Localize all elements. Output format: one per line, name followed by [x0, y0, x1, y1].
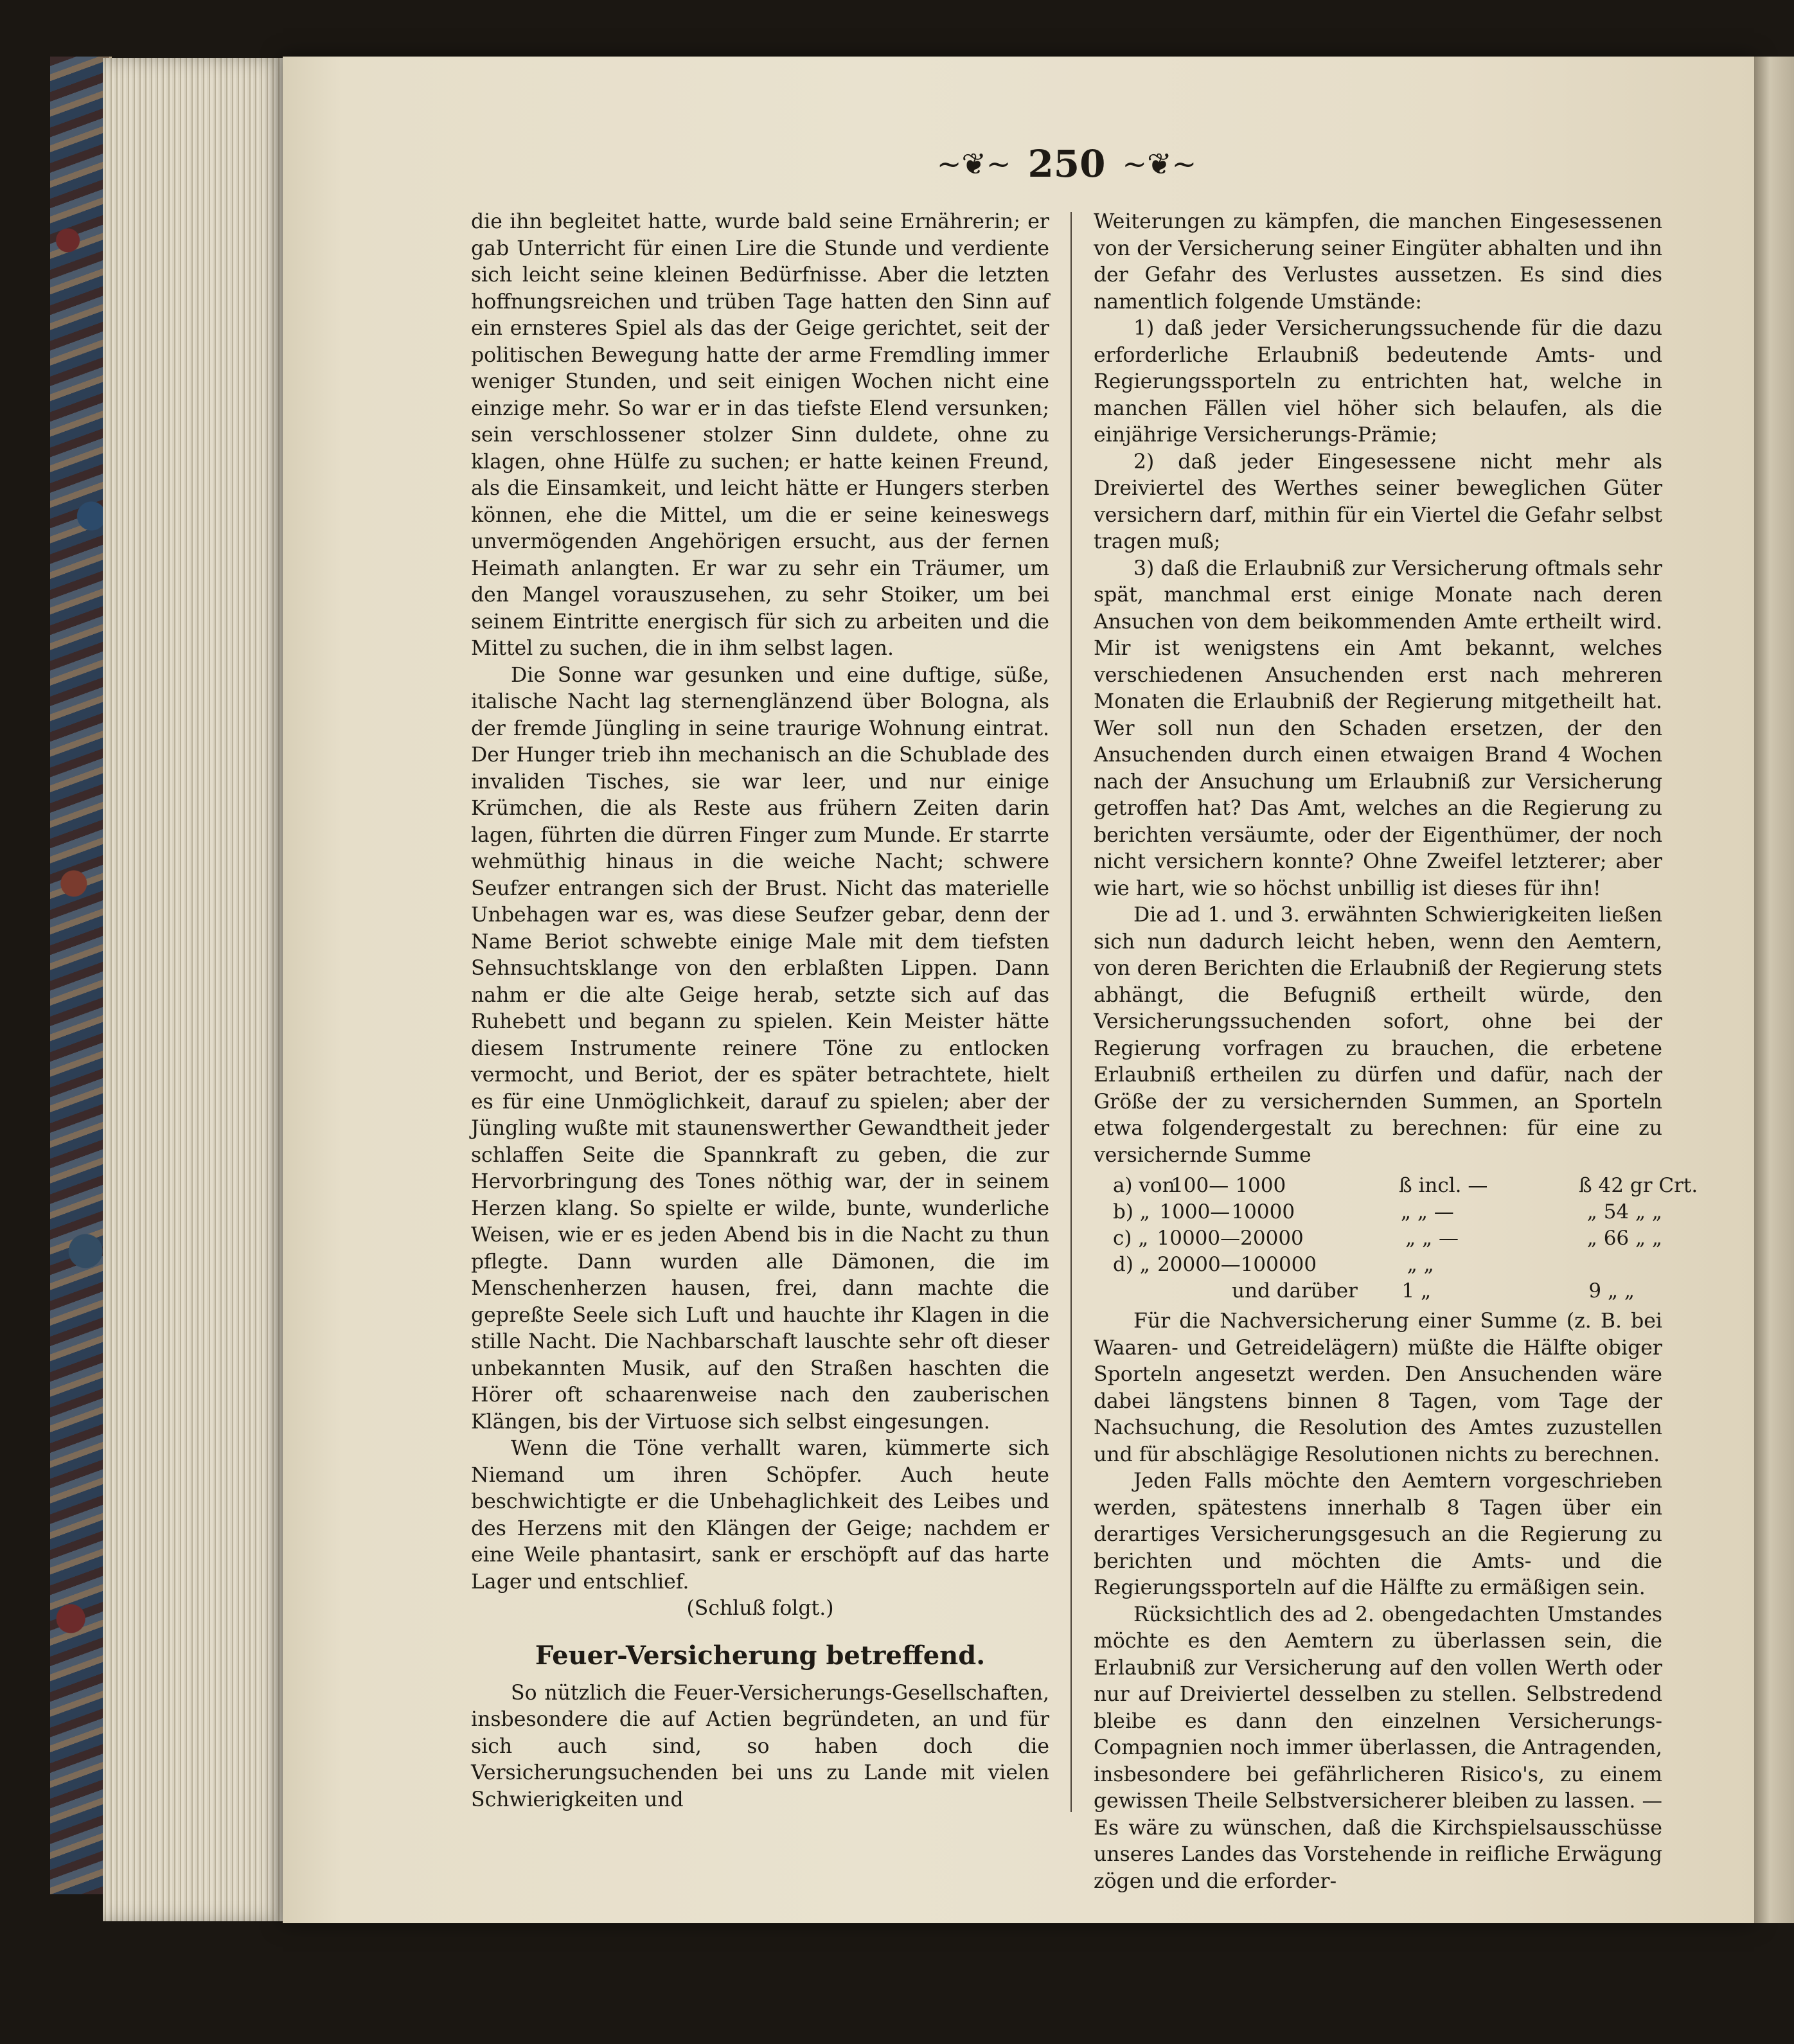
- paragraph: Für die Nachversicherung einer Summe (z. B. bei Waaren- und Getreidelägern) müßte die Hälfte obiger Sporteln angesetzt werden. Den Ansuchenden wäre dabei längstens binnen 8 Tagen, vom Tage der Nachsuchung, die Resolution des Amtes zuzustellen und für abschlägige Resolutionen nichts zu berechnen.: [1094, 1310, 1662, 1466]
- fee-from: 20000—: [1157, 1253, 1241, 1276]
- fee-unit: „ „: [1407, 1253, 1434, 1276]
- ornament-left-icon: ~❦~: [936, 147, 1011, 181]
- list-item: 3) daß die Erlaubniß zur Versicherung oftmals sehr spät, manchmal erst einige Monate nach deren Ansuchen von dem beikommenden Amte ertheilt wird. Mir ist wenigstens ein Amt bekannt, welches verschiedenen Ansuchenden erst nach mehreren Monaten die Erlaubniß der Regierung mitgetheilt hat. Wer soll nun den Schaden ersetzen, der den Ansuchenden durch einen etwaigen Brand 4 Wochen nach der Ansuchung um Erlaubniß zur Versicherung getroffen hat? Das Amt, welches an die Regierung zu berichten versäumte, oder der Eigenthümer, der noch nicht versichern konnte? Ohne Zweifel letzterer; aber wie hart, wie so höchst unbillig ist dieses für ihn!: [1094, 556, 1662, 900]
- column-divider: [1070, 212, 1072, 1812]
- paragraph: Rücksichtlich des ad 2. obengedachten Umstandes möchte es den Aemtern zu überlassen sein, die Erlaubniß zur Versicherung auf den vollen Werth oder nur auf Dreiviertel desselben zu stellen. Selbstredend bleibe es dann den einzelnen Versicherungs-Compagnien noch immer überlassen, die Antragenden, insbesondere bei gefährlicheren Risico's, zu einem gewissen Theile Selbstversicherer bleiben zu lassen. — Es wäre zu wünschen, daß die Kirchspielsausschüsse unseres Landes das Vorstehende in reifliche Erwägung zögen und die erforder-: [1094, 1603, 1662, 1893]
- paragraph: Wenn die Töne verhallt waren, kümmerte sich Niemand um ihren Schöpfer. Auch heute beschwichtigte er die Unbehaglichkeit des Leibes und des Herzens mit den Klängen der Geige; nachdem er eine Weile phantasirt, sank er erschöpft auf das harte Lager und entschlief.: [471, 1437, 1049, 1594]
- fee-label: [1113, 1278, 1159, 1304]
- fee-from: 10000—: [1157, 1227, 1241, 1250]
- fee-amount: ß 42 gr Crt.: [1579, 1174, 1698, 1197]
- page-stack: [103, 58, 296, 1921]
- fee-row: [1113, 1278, 1662, 1304]
- left-column: [471, 209, 1049, 1813]
- continuation-note: (Schluß folgt.): [686, 1597, 834, 1620]
- fee-amount: [1590, 1252, 1662, 1278]
- fee-to: 100000: [1240, 1253, 1317, 1276]
- fee-unit: ß incl. —: [1398, 1174, 1488, 1197]
- paragraph: Jeden Falls möchte den Aemtern vorgeschrieben werden, spätestens innerhalb 8 Tagen über ein derartiges Versicherungsgesuch an die Regierung zu berichten und möchten die Amts- und die Regierungssporteln auf die Hälfte zu ermäßigen sein.: [1094, 1470, 1662, 1599]
- fee-label: a) von: [1113, 1174, 1175, 1197]
- paragraph: die ihn begleitet hatte, wurde bald seine Ernährerin; er gab Unterricht für einen Lire die Stunde und verdiente sich leicht seine kleinen Bedürfnisse. Aber die letzten hoffnungsreichen und trüben Tage hatten den Sinn auf ein ernsteres Spiel als das der Geige gerichtet, seit der politischen Bewegung hatte der arme Fremdling immer weniger Stunden, und seit einigen Wochen nicht eine einzige mehr. So war er in das tiefste Elend versunken; sein verschlossener stolzer Sinn duldete, ohne zu klagen, ohne Hülfe zu suchen; er hatte keinen Freund, als die Einsamkeit, und leicht hätte er Hungers sterben können, ehe die Mittel, um die er seine keineswegs unvermögenden Angehörigen ersucht, aus der fernen Heimath anlangten. Er war zu sehr ein Träumer, um den Mangel vorauszusehen, zu sehr Stoiker, um bei seinem Eintritte energisch für sich zu arbeiten und die Mittel zu suchen, die in ihm selbst lagen.: [471, 210, 1049, 660]
- fee-label: c) „: [1113, 1227, 1149, 1250]
- fee-amount: „ 66 „ „: [1586, 1227, 1662, 1250]
- facing-page-edge: [1754, 57, 1794, 1923]
- paragraph: Die ad 1. und 3. erwähnten Schwierigkeiten ließen sich nun dadurch leicht heben, wenn den Aemtern, von deren Berichten die Erlaubniß der Regierung stets abhängt, die Befugniß ertheilt würde, den Versicherungssuchenden sofort, ohne bei der Regierung vorfragen zu brauchen, die erbetene Erlaubniß ertheilen zu dürfen und dafür, nach der Größe der zu versichernden Summen, an Sporteln etwa folgendergestalt zu berechnen: für eine zu versichernde Summe: [1094, 903, 1662, 1167]
- paragraph: So nützlich die Feuer-Versicherungs-Gesellschaften, insbesondere die auf Actien begründeten, an und für sich auch sind, so haben doch die Versicherungsuchenden bei uns zu Lande mit vielen Schwierigkeiten und: [471, 1681, 1049, 1811]
- fee-row: [1113, 1252, 1662, 1278]
- fee-row: [1113, 1199, 1662, 1225]
- fee-from: 1000—: [1159, 1200, 1230, 1223]
- fee-amount: „ 54 „ „: [1586, 1200, 1662, 1223]
- paragraph: Weiterungen zu kämpfen, die manchen Eingesessenen von der Versicherung seiner Eingüter abhalten und ihn der Gefahr des Verlustes aussetzen. Es sind dies namentlich folgende Umstände:: [1094, 210, 1662, 314]
- page-number: 250: [1027, 142, 1106, 186]
- right-column: [1094, 209, 1698, 1895]
- fee-from: [1159, 1278, 1232, 1304]
- section-title: Feuer-Versicherung betreffend.: [535, 1640, 986, 1671]
- fee-label: d) „: [1113, 1253, 1150, 1276]
- fee-unit: „ „ —: [1405, 1227, 1459, 1250]
- fee-table: [1113, 1173, 1698, 1304]
- fee-to: 10000: [1231, 1200, 1295, 1223]
- fee-row: [1113, 1225, 1662, 1252]
- list-item: 2) daß jeder Eingesessene nicht mehr als Dreiviertel des Werthes seiner beweglichen Güter versichern darf, mithin für ein Viertel die Gefahr selbst tragen muß;: [1094, 450, 1662, 553]
- fee-label: b) „: [1113, 1200, 1150, 1223]
- fee-from: 100—: [1171, 1174, 1229, 1197]
- fee-to: und darüber: [1232, 1279, 1358, 1302]
- ornament-right-icon: ~❦~: [1122, 147, 1197, 181]
- paragraph: Die Sonne war gesunken und eine duftige, süße, italische Nacht lag sternenglänzend über Bologna, als der fremde Jüngling in seine traurige Wohnung eintrat. Der Hunger trieb ihn mechanisch an die Schublade des invaliden Tisches, sie war leer, und nur einige Krümchen, die als Reste aus frühern Zeiten darin lagen, führten die dürren Finger zum Munde. Er starrte wehmüthig hinaus in die weiche Nacht; schwere Seufzer entrangen sich der Brust. Nicht das materielle Unbehagen war es, was diese Seufzer gebar, denn der Name Beriot schwebte einige Male mit dem tiefsten Sehnsuchtsklange von den erblaßten Lippen. Dann nahm er die alte Geige herab, setzte sich auf das Ruhebett und begann zu spielen. Kein Meister hätte diesem Instrumente reinere Töne zu entlocken vermocht, und Beriot, der es später betrachtete, hielt es für eine Unmöglichkeit, darauf zu spielen; aber der Jüngling wußte mit staunenswerther Gewandtheit jeder schlaffen Seite die Spannkraft zu geben, die zur Hervorbringung des Tones nöthig war, der in seinem Herzen klang. So spielte er wilde, bunte, wunderliche Weisen, wie er es jeden Abend bis in die Nacht zu thun pflegte. Dann wurden alle Dämonen, die im Menschenherzen hausen, frei, dann machte die gepreßte Seele sich Luft und hauchte ihr Klagen in die stille Nacht. Die Nachbarschaft lauschte sehr oft dieser unbekannten Musik, auf den Straßen haschten die Hörer oft schaarenweise nach den zauberischen Klängen, bis der Virtuose sich selbst eingesungen.: [471, 663, 1049, 1434]
- fee-unit: 1 „: [1401, 1279, 1432, 1302]
- fee-to: 20000: [1240, 1227, 1304, 1250]
- list-item: 1) daß jeder Versicherungssuchende für die dazu erforderliche Erlaubniß bedeutende Amts- und Regierungssporteln zu entrichten hat, welche in manchen Fällen viel höher sich belaufen, als die einjährige Versicherungs-Prämie;: [1094, 317, 1662, 447]
- fee-unit: „ „ —: [1400, 1200, 1454, 1223]
- fee-to: 1000: [1235, 1174, 1286, 1197]
- fee-amount: 9 „ „: [1588, 1279, 1635, 1302]
- fee-row: [1113, 1173, 1698, 1199]
- page-header: [912, 138, 1221, 190]
